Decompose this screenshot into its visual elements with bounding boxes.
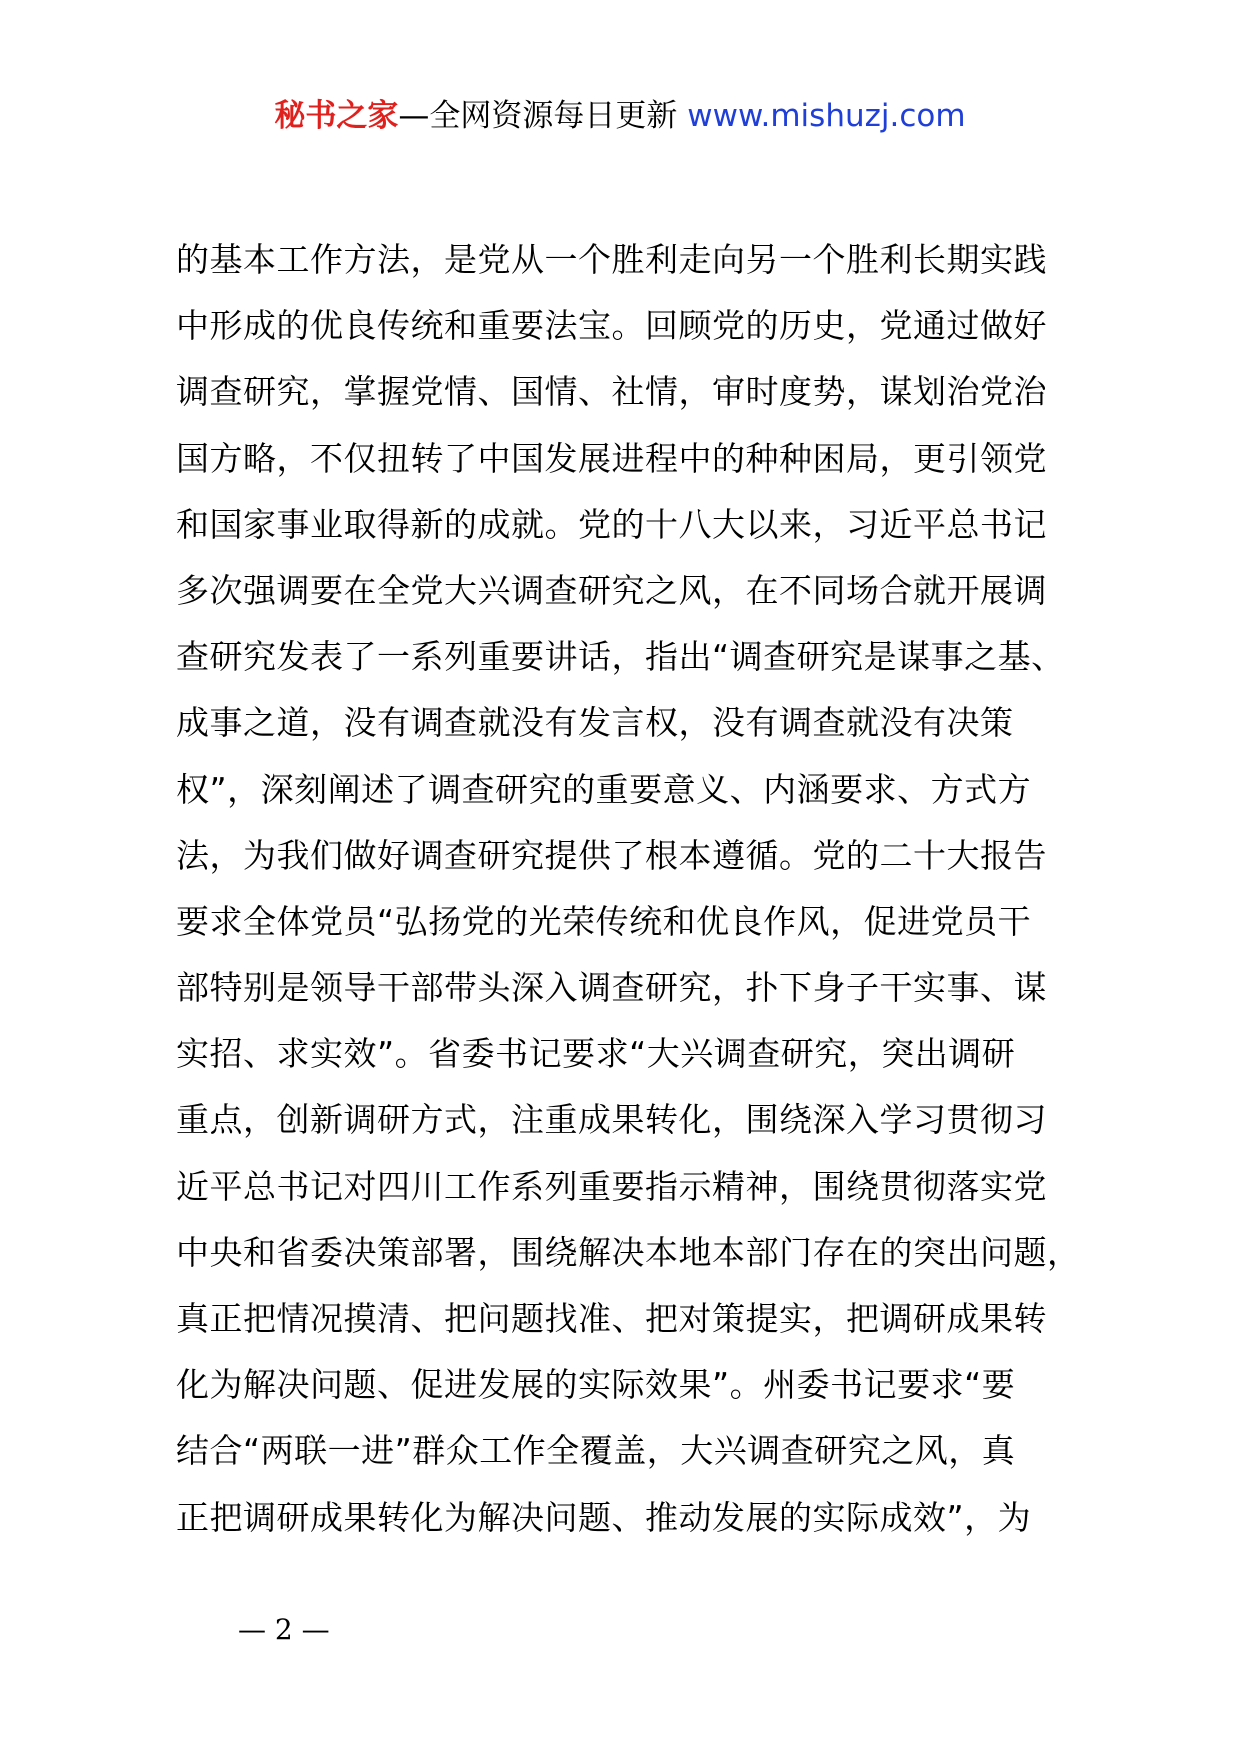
site-header (0, 96, 1240, 136)
body-line: 权”，深刻阐述了调查研究的重要意义、内涵要求、方式方 (176, 769, 1032, 809)
body-line: 正把调研成果转化为解决问题、推动发展的实际成效”，为 (176, 1497, 1032, 1537)
site-tagline: —全网资源每日更新 (398, 98, 678, 134)
body-line: 法，为我们做好调查研究提供了根本遵循。党的二十大报告 (176, 835, 1047, 875)
body-line: 要求全体党员“弘扬党的光荣传统和优良作风，促进党员干 (176, 901, 1032, 941)
body-line: 中形成的优良传统和重要法宝。回顾党的历史，党通过做好 (176, 306, 1047, 346)
body-line: 重点，创新调研方式，注重成果转化，围绕深入学习贯彻习 (176, 1100, 1047, 1140)
page-number: — 2 — (238, 1613, 330, 1646)
body-line: 查研究发表了一系列重要讲话，指出“调查研究是谋事之基、 (176, 637, 1065, 677)
body-line: 真正把情况摸清、把问题找准、把对策提实，把调研成果转 (176, 1299, 1047, 1338)
body-line: 近平总书记对四川工作系列重要指示精神，围绕贯彻落实党 (176, 1166, 1047, 1206)
document-body (176, 227, 1106, 1551)
body-line: 化为解决问题、促进发展的实际效果”。州委书记要求“要 (176, 1365, 1016, 1405)
body-line: 结合“两联一进”群众工作全覆盖，大兴调查研究之风，真 (176, 1431, 1016, 1471)
body-line: 实招、求实效”。省委书记要求“大兴调查研究，突出调研 (176, 1034, 1016, 1074)
body-line: 调查研究，掌握党情、国情、社情，审时度势，谋划治党治 (176, 372, 1047, 412)
body-line: 中央和省委决策部署，围绕解决本地本部门存在的突出问题， (176, 1232, 1081, 1272)
body-line: 成事之道，没有调查就没有发言权，没有调查就没有决策 (176, 703, 1014, 743)
site-url-link[interactable]: www.mishuzj.com (687, 98, 966, 134)
body-line: 国方略，不仅扭转了中国发展进程中的种种困局，更引领党 (176, 438, 1047, 478)
body-line: 的基本工作方法，是党从一个胜利走向另一个胜利长期实践 (176, 240, 1047, 279)
body-line: 多次强调要在全党大兴调查研究之风，在不同场合就开展调 (176, 570, 1047, 610)
body-line: 和国家事业取得新的成就。党的十八大以来，习近平总书记 (176, 504, 1047, 544)
site-brand-name: 秘书之家 (274, 98, 399, 134)
body-line: 部特别是领导干部带头深入调查研究，扑下身子干实事、谋 (176, 968, 1047, 1008)
